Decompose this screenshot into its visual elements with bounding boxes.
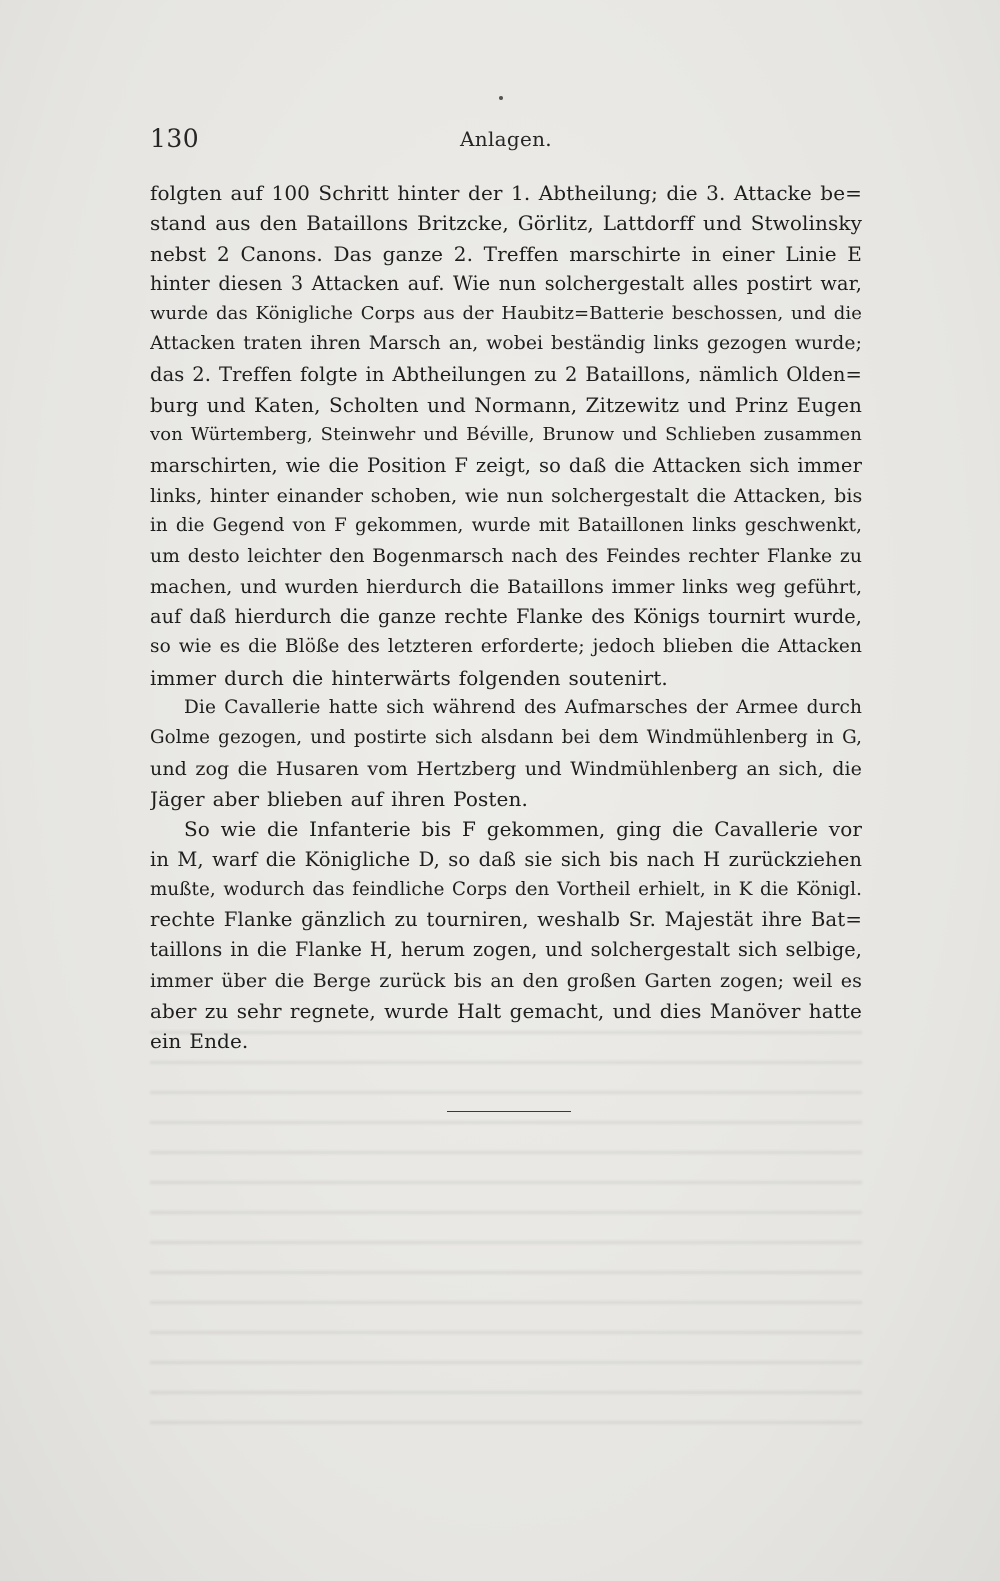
text-line: aber zu sehr regnete, wurde Halt gemacht, und dies Manöver hatte	[150, 999, 862, 1024]
text-line: von Würtemberg, Steinwehr und Béville, Brunow und Schlieben zusammen	[150, 424, 862, 446]
text-line: taillons in die Flanke H, herum zogen, und solchergestalt sich selbige,	[150, 938, 862, 962]
text-line: immer durch die hinterwärts folgenden soutenirt.	[150, 665, 668, 690]
text-line: um desto leichter den Bogenmarsch nach des Feindes rechter Flanke zu	[150, 545, 862, 567]
text-line: rechte Flanke gänzlich zu tourniren, weshalb Sr. Majestät ihre Bat=	[150, 908, 862, 932]
text-line: Attacken traten ihren Marsch an, wobei beständig links gezogen wurde;	[150, 333, 862, 355]
text-line: stand aus den Bataillons Britzcke, Görlitz, Lattdorff und Stwolinsky	[150, 211, 862, 236]
text-line: so wie es die Blöße des letzteren erforderte; jedoch blieben die Attacken	[150, 636, 862, 658]
section-end-rule	[447, 1111, 571, 1112]
text-line: und zog die Husaren vom Hertzberg und Windmühlenberg an sich, die	[150, 757, 862, 780]
text-line: nebst 2 Canons. Das ganze 2. Treffen marschirte in einer Linie E	[150, 241, 862, 266]
text-line: folgten auf 100 Schritt hinter der 1. Abtheilung; die 3. Attacke be=	[150, 181, 862, 205]
text-line: hinter diesen 3 Attacken auf. Wie nun solchergestalt alles postirt war,	[150, 271, 862, 295]
page-number: 130	[150, 124, 200, 153]
text-line: immer über die Berge zurück bis an den großen Garten zogen; weil es	[150, 969, 862, 992]
text-line: marschirten, wie die Position F zeigt, so daß die Attacken sich immer	[150, 453, 862, 477]
text-line: machen, und wurden hierdurch die Bataillons immer links weg geführt,	[150, 575, 862, 598]
show-through-text	[150, 1015, 862, 1435]
paragraph-1	[150, 178, 862, 693]
text-line: So wie die Infanterie bis F gekommen, ging die Cavallerie vor	[184, 817, 862, 842]
text-line: in die Gegend von F gekommen, wurde mit Bataillonen links geschwenkt,	[150, 515, 862, 537]
text-line: mußte, wodurch das feindliche Corps den Vortheil erhielt, in K die Königl.	[150, 878, 862, 900]
text-line: das 2. Treffen folgte in Abtheilungen zu 2 Bataillons, nämlich Olden=	[150, 362, 862, 386]
page-header	[150, 124, 862, 164]
paragraph-3	[150, 814, 862, 1056]
text-line: ein Ende.	[150, 1029, 249, 1054]
text-line: burg und Katen, Scholten und Normann, Zitzewitz und Prinz Eugen	[150, 393, 862, 418]
paragraph-2	[150, 693, 862, 814]
running-head: Anlagen.	[460, 127, 552, 151]
text-line: in M, warf die Königliche D, so daß sie sich bis nach H zurückziehen	[150, 847, 862, 871]
text-line: Die Cavallerie hatte sich während des Aufmarsches der Armee durch	[184, 697, 862, 719]
paper-speck	[499, 96, 503, 100]
text-line: auf daß hierdurch die ganze rechte Flanke des Königs tournirt wurde,	[150, 605, 862, 629]
text-line: Jäger aber blieben auf ihren Posten.	[150, 786, 528, 811]
text-line: links, hinter einander schoben, wie nun solchergestalt die Attacken, bis	[150, 484, 862, 507]
body-text	[150, 178, 862, 1057]
text-line: wurde das Königliche Corps aus der Haubitz=Batterie beschossen, und die	[150, 303, 862, 325]
text-line: Golme gezogen, und postirte sich alsdann bei dem Windmühlenberg in G,	[150, 727, 862, 749]
